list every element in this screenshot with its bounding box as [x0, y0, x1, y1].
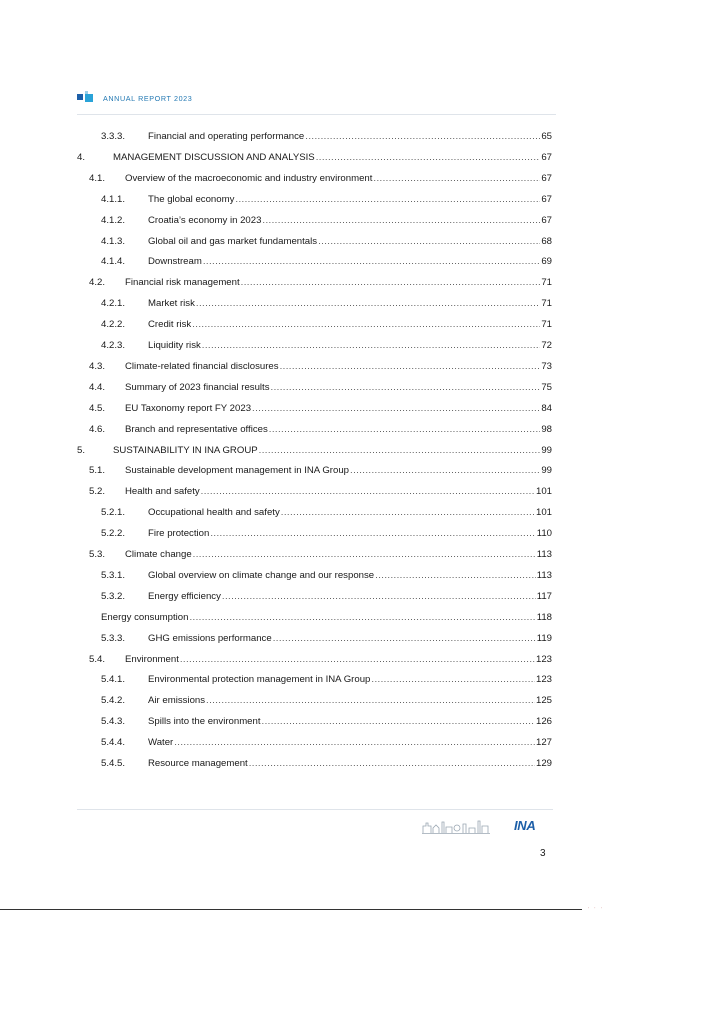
toc-entry-number: 5.3.2. [101, 590, 126, 602]
toc-entry-page: 99 [541, 444, 552, 456]
toc-dot-leader [202, 339, 541, 353]
toc-dot-leader [235, 193, 540, 207]
toc-entry[interactable] [0, 548, 724, 562]
toc-dot-leader [180, 653, 535, 667]
toc-entry[interactable] [0, 276, 724, 290]
toc-dot-leader [174, 736, 535, 750]
toc-entry-page: 118 [536, 611, 552, 623]
toc-entry-number: 4. [77, 151, 86, 163]
toc-entry-page: 71 [541, 319, 552, 331]
toc-entry[interactable] [0, 715, 724, 729]
toc-entry-number: 4.1.2. [101, 214, 126, 226]
toc-entry[interactable] [0, 653, 724, 667]
toc-entry-title: Market risk [148, 298, 195, 310]
toc-dot-leader [373, 172, 540, 186]
toc-entry-title: Energy consumption [101, 611, 189, 623]
toc-entry[interactable] [0, 151, 724, 165]
toc-entry[interactable] [0, 402, 724, 416]
toc-entry-title: EU Taxonomy report FY 2023 [125, 402, 252, 414]
toc-entry-page: 113 [536, 549, 552, 560]
toc-entry[interactable] [0, 611, 724, 625]
toc-entry-number: 4.3. [89, 360, 106, 372]
industrial-skyline-icon [422, 818, 490, 834]
toc-entry-title: Downstream [148, 256, 202, 268]
toc-entry-page: 67 [541, 214, 552, 226]
toc-entry[interactable] [0, 360, 724, 374]
toc-entry-page: 98 [541, 423, 552, 435]
toc-entry-title: Spills into the environment [148, 716, 261, 728]
toc-entry[interactable] [0, 214, 724, 228]
toc-entry-page: 99 [541, 465, 552, 477]
toc-dot-leader [262, 715, 535, 729]
toc-dot-leader [203, 255, 540, 269]
scan-artifact: ' ' ' [588, 907, 604, 913]
toc-dot-leader [305, 130, 540, 144]
toc-entry-page: 71 [541, 277, 552, 289]
toc-entry-title: Financial and operating performance [148, 131, 305, 142]
toc-entry[interactable] [0, 506, 724, 520]
toc-entry-title: Health and safety [125, 486, 200, 498]
toc-dot-leader [252, 402, 540, 416]
toc-entry-number: 5.2.2. [101, 528, 126, 540]
toc-entry-title: Liquidity risk [148, 340, 201, 351]
toc-entry-title: SUSTAINABILITY IN INA GROUP [113, 444, 258, 456]
toc-entry-number: 5.2. [89, 486, 106, 498]
toc-entry[interactable] [0, 255, 724, 269]
toc-entry-title: GHG emissions performance [148, 632, 272, 644]
toc-entry-page: 117 [536, 590, 552, 602]
toc-entry[interactable] [0, 673, 724, 687]
toc-entry-title: MANAGEMENT DISCUSSION AND ANALYSIS [113, 151, 315, 163]
toc-dot-leader [280, 360, 541, 374]
toc-entry-page: 126 [535, 716, 552, 728]
toc-entry[interactable] [0, 235, 724, 249]
toc-entry-title: Branch and representative offices [125, 423, 268, 435]
toc-entry[interactable] [0, 527, 724, 541]
toc-entry-title: Financial risk management [125, 277, 240, 289]
toc-dot-leader [281, 506, 535, 520]
toc-entry[interactable] [0, 172, 724, 186]
toc-entry-page: 127 [535, 737, 552, 749]
toc-entry-number: 4.4. [89, 381, 106, 393]
report-header [77, 91, 192, 105]
toc-entry-title: Summary of 2023 financial results [125, 381, 270, 393]
toc-entry-page: 113 [536, 569, 552, 581]
toc-entry-page: 68 [541, 235, 552, 247]
toc-entry-page: 123 [535, 653, 552, 665]
toc-dot-leader [269, 423, 541, 437]
toc-entry-title: Environmental protection management in INA Group [148, 674, 371, 686]
toc-entry-number: 4.2. [89, 277, 106, 289]
toc-entry-page: 123 [535, 674, 552, 686]
toc-dot-leader [375, 569, 536, 583]
toc-dot-leader [273, 632, 536, 646]
toc-entry-page: 101 [535, 486, 552, 498]
toc-entry-page: 84 [541, 402, 552, 414]
toc-entry-page: 71 [541, 298, 552, 310]
toc-dot-leader [318, 235, 540, 249]
toc-entry-title: Resource management [148, 758, 248, 769]
toc-entry-page: 72 [541, 340, 552, 351]
toc-entry[interactable] [0, 694, 724, 708]
toc-entry-page: 67 [541, 172, 552, 184]
toc-entry[interactable] [0, 318, 724, 332]
toc-entry[interactable] [0, 632, 724, 646]
toc-dot-leader [241, 276, 541, 290]
toc-entry-number: 5.4.5. [101, 758, 126, 769]
toc-dot-leader [210, 527, 535, 541]
toc-entry-title: Environment [125, 653, 179, 665]
toc-entry-number: 4.2.1. [101, 298, 126, 310]
toc-entry[interactable] [0, 464, 724, 478]
toc-entry[interactable] [0, 485, 724, 499]
toc-entry[interactable] [0, 193, 724, 207]
toc-entry-number: 4.1.4. [101, 256, 126, 268]
toc-dot-leader [259, 444, 541, 458]
toc-entry-number: 4.2.2. [101, 319, 126, 331]
toc-entry[interactable] [0, 757, 724, 771]
toc-entry[interactable] [0, 569, 724, 583]
toc-entry-title: Overview of the macroeconomic and industry environment [125, 172, 373, 184]
toc-dot-leader [316, 151, 541, 165]
toc-entry-number: 4.1.3. [101, 235, 126, 247]
toc-entry-number: 4.6. [89, 423, 106, 435]
toc-entry-number: 5.4.4. [101, 737, 126, 749]
toc-entry-page: 69 [541, 256, 552, 268]
toc-entry-title: Global overview on climate change and our response [148, 569, 375, 581]
toc-entry-number: 5.3.3. [101, 632, 126, 644]
toc-entry-page: 73 [541, 360, 552, 372]
toc-entry-number: 3.3.3. [101, 131, 126, 142]
toc-entry-number: 5.4. [89, 653, 106, 665]
toc-dot-leader [193, 548, 536, 562]
toc-entry-number: 5.3.1. [101, 569, 126, 581]
toc-entry-number: 5.4.1. [101, 674, 126, 686]
toc-entry[interactable] [0, 590, 724, 604]
toc-entry-title: Occupational health and safety [148, 507, 280, 519]
toc-entry-page: 129 [535, 758, 552, 769]
toc-dot-leader [222, 590, 536, 604]
toc-entry-title: Fire protection [148, 528, 210, 540]
toc-dot-leader [262, 214, 540, 228]
toc-entry-title: Sustainable development management in INA Group [125, 465, 349, 477]
toc-entry-title: Credit risk [148, 319, 192, 331]
toc-entry[interactable] [0, 444, 724, 458]
report-header-title: ANNUAL REPORT 2023 [103, 93, 193, 103]
toc-dot-leader [192, 318, 540, 332]
toc-entry-page: 67 [541, 193, 552, 205]
toc-entry-number: 4.5. [89, 402, 106, 414]
toc-entry-page: 110 [536, 528, 552, 540]
toc-dot-leader [371, 673, 535, 687]
page-number: 3 [540, 848, 546, 859]
toc-dot-leader [249, 757, 535, 771]
toc-entry-number: 5.4.2. [101, 695, 126, 707]
toc-entry-title: Climate-related financial disclosures [125, 360, 279, 372]
ina-logo: INA [514, 818, 536, 833]
report-logo-icon [77, 91, 95, 105]
toc-dot-leader [201, 485, 535, 499]
toc-entry-page: 119 [536, 632, 552, 644]
toc-entry[interactable] [0, 736, 724, 750]
toc-dot-leader [196, 297, 540, 311]
page-bottom-line [0, 909, 582, 910]
footer-divider [77, 809, 553, 810]
toc-entry-number: 5.4.3. [101, 716, 126, 728]
toc-dot-leader [350, 464, 540, 478]
toc-entry-number: 5. [77, 444, 86, 456]
toc-entry-title: Energy efficiency [148, 590, 221, 602]
toc-entry-page: 125 [535, 695, 552, 707]
toc-entry[interactable] [0, 297, 724, 311]
toc-dot-leader [189, 611, 535, 625]
toc-entry-number: 4.2.3. [101, 340, 126, 351]
toc-dot-leader [271, 381, 541, 395]
toc-entry-page: 65 [541, 131, 552, 142]
toc-entry-number: 4.1. [89, 172, 106, 184]
toc-entry-title: Croatia’s economy in 2023 [148, 214, 262, 226]
toc-entry-title: Global oil and gas market fundamentals [148, 235, 318, 247]
toc-entry-title: Climate change [125, 549, 192, 560]
toc-entry[interactable] [0, 130, 724, 144]
toc-entry-title: Air emissions [148, 695, 206, 707]
toc-entry-page: 101 [535, 507, 552, 519]
header-divider [77, 114, 556, 115]
toc-entry-number: 5.2.1. [101, 507, 126, 519]
toc-dot-leader [206, 694, 535, 708]
toc-entry-page: 75 [541, 381, 552, 393]
toc-entry-page: 67 [541, 151, 552, 163]
toc-entry[interactable] [0, 381, 724, 395]
toc-entry[interactable] [0, 339, 724, 353]
toc-entry-title: Water [148, 737, 174, 749]
toc-entry-number: 5.3. [89, 549, 106, 560]
toc-entry[interactable] [0, 423, 724, 437]
toc-entry-title: The global economy [148, 193, 235, 205]
toc-entry-number: 5.1. [89, 465, 106, 477]
toc-entry-number: 4.1.1. [101, 193, 126, 205]
